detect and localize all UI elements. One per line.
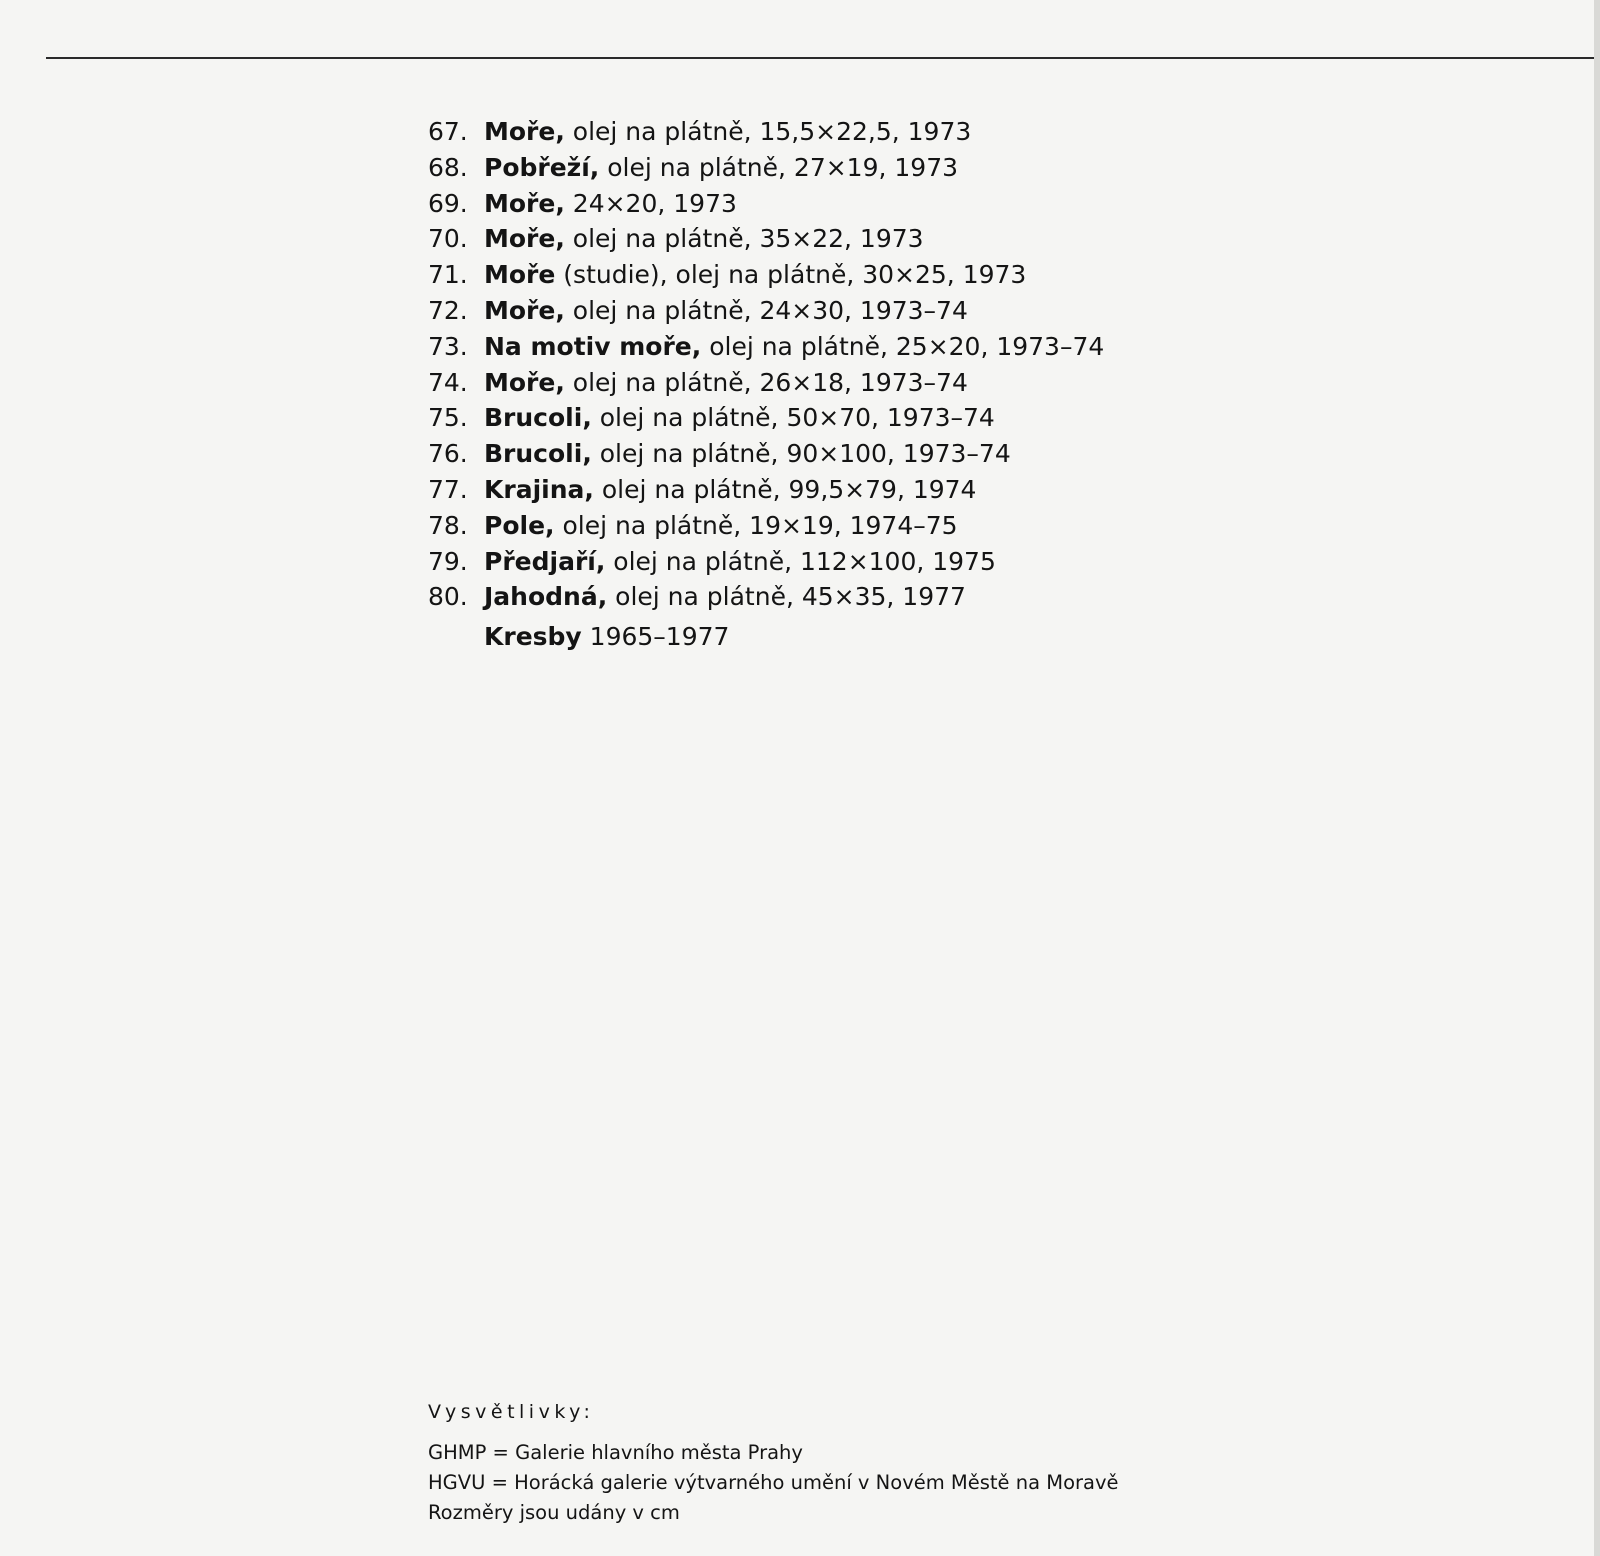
top-rule (46, 57, 1600, 59)
entry-details: olej na plátně, 112×100, 1975 (605, 546, 996, 576)
entry-details: olej na plátně, 15,5×22,5, 1973 (564, 117, 972, 146)
section-heading (484, 619, 729, 655)
entry-number: 80. (428, 582, 468, 612)
page-edge (1594, 0, 1600, 1556)
catalog-entry (428, 186, 1328, 222)
entry-details: 24×20, 1973 (564, 188, 737, 218)
entry-details: olej na plátně, 24×30, 1973–74 (564, 295, 968, 325)
catalog-entry (428, 544, 1328, 580)
entry-number: 67. (428, 117, 468, 146)
entry-number: 69. (428, 188, 468, 218)
entry-details: olej na plátně, 45×35, 1977 (607, 582, 966, 612)
entry-number: 75. (428, 403, 468, 433)
catalog-entry (428, 472, 1328, 508)
catalog-entry (428, 329, 1328, 365)
entry-number: 72. (428, 295, 468, 325)
entry-title: Moře, (484, 295, 565, 325)
legend-line: GHMP = Galerie hlavního města Prahy (428, 1441, 803, 1464)
entry-number: 77. (428, 474, 468, 504)
catalog-list (428, 114, 1328, 615)
entry-title: Moře, (484, 367, 565, 397)
entry-title: Brucoli, (484, 403, 592, 433)
entry-details: olej na plátně, 19×19, 1974–75 (554, 510, 958, 540)
entry-details: olej na plátně, 25×20, 1973–74 (701, 331, 1105, 361)
catalog-entry (428, 508, 1328, 544)
legend (428, 1398, 1328, 1528)
entry-title: Moře, (484, 188, 565, 218)
entry-title: Pole, (484, 510, 555, 540)
entry-number: 79. (428, 546, 468, 576)
entry-number: 78. (428, 510, 468, 540)
entry-details: olej na plátně, 90×100, 1973–74 (591, 439, 1011, 469)
catalog-entry (428, 150, 1328, 186)
entry-title: Moře (484, 260, 556, 290)
catalog-entry (428, 221, 1328, 257)
catalog-entry (428, 293, 1328, 329)
entry-details: olej na plátně, 99,5×79, 1974 (593, 474, 977, 504)
entry-details: olej na plátně, 26×18, 1973–74 (564, 367, 968, 397)
entry-number: 73. (428, 331, 468, 361)
entry-number: 70. (428, 224, 468, 254)
catalog-entry (428, 114, 1328, 150)
section-years: 1965–1977 (581, 622, 730, 651)
entry-number: 74. (428, 367, 468, 397)
entry-title: Moře, (484, 224, 565, 254)
catalog-entry (428, 436, 1328, 472)
entry-number: 68. (428, 152, 468, 182)
entry-title: Jahodná, (484, 582, 608, 612)
entry-title: Brucoli, (484, 439, 592, 469)
entry-details: (studie), olej na plátně, 30×25, 1973 (555, 260, 1027, 290)
entry-number: 76. (428, 439, 468, 469)
entry-title: Moře, (484, 117, 565, 146)
entry-title: Na motiv moře, (484, 331, 702, 361)
entry-title: Krajina, (484, 474, 594, 504)
section-title: Kresby (484, 622, 582, 651)
entry-details: olej na plátně, 27×19, 1973 (599, 152, 959, 182)
entry-title: Pobřeží, (484, 152, 600, 182)
entry-details: olej na plátně, 35×22, 1973 (564, 224, 924, 254)
catalog-entry (428, 365, 1328, 401)
catalog-entry (428, 400, 1328, 436)
entry-title: Předjaří, (484, 546, 606, 576)
legend-line: HGVU = Horácká galerie výtvarného umění v Novém Městě na Moravě (428, 1471, 1119, 1494)
legend-title: Vysvětlivky: (428, 1401, 595, 1423)
legend-line: Rozměry jsou udány v cm (428, 1501, 680, 1524)
entry-details: olej na plátně, 50×70, 1973–74 (591, 403, 995, 433)
entry-number: 71. (428, 260, 468, 290)
catalog-entry (428, 579, 1328, 615)
catalog-entry (428, 257, 1328, 293)
